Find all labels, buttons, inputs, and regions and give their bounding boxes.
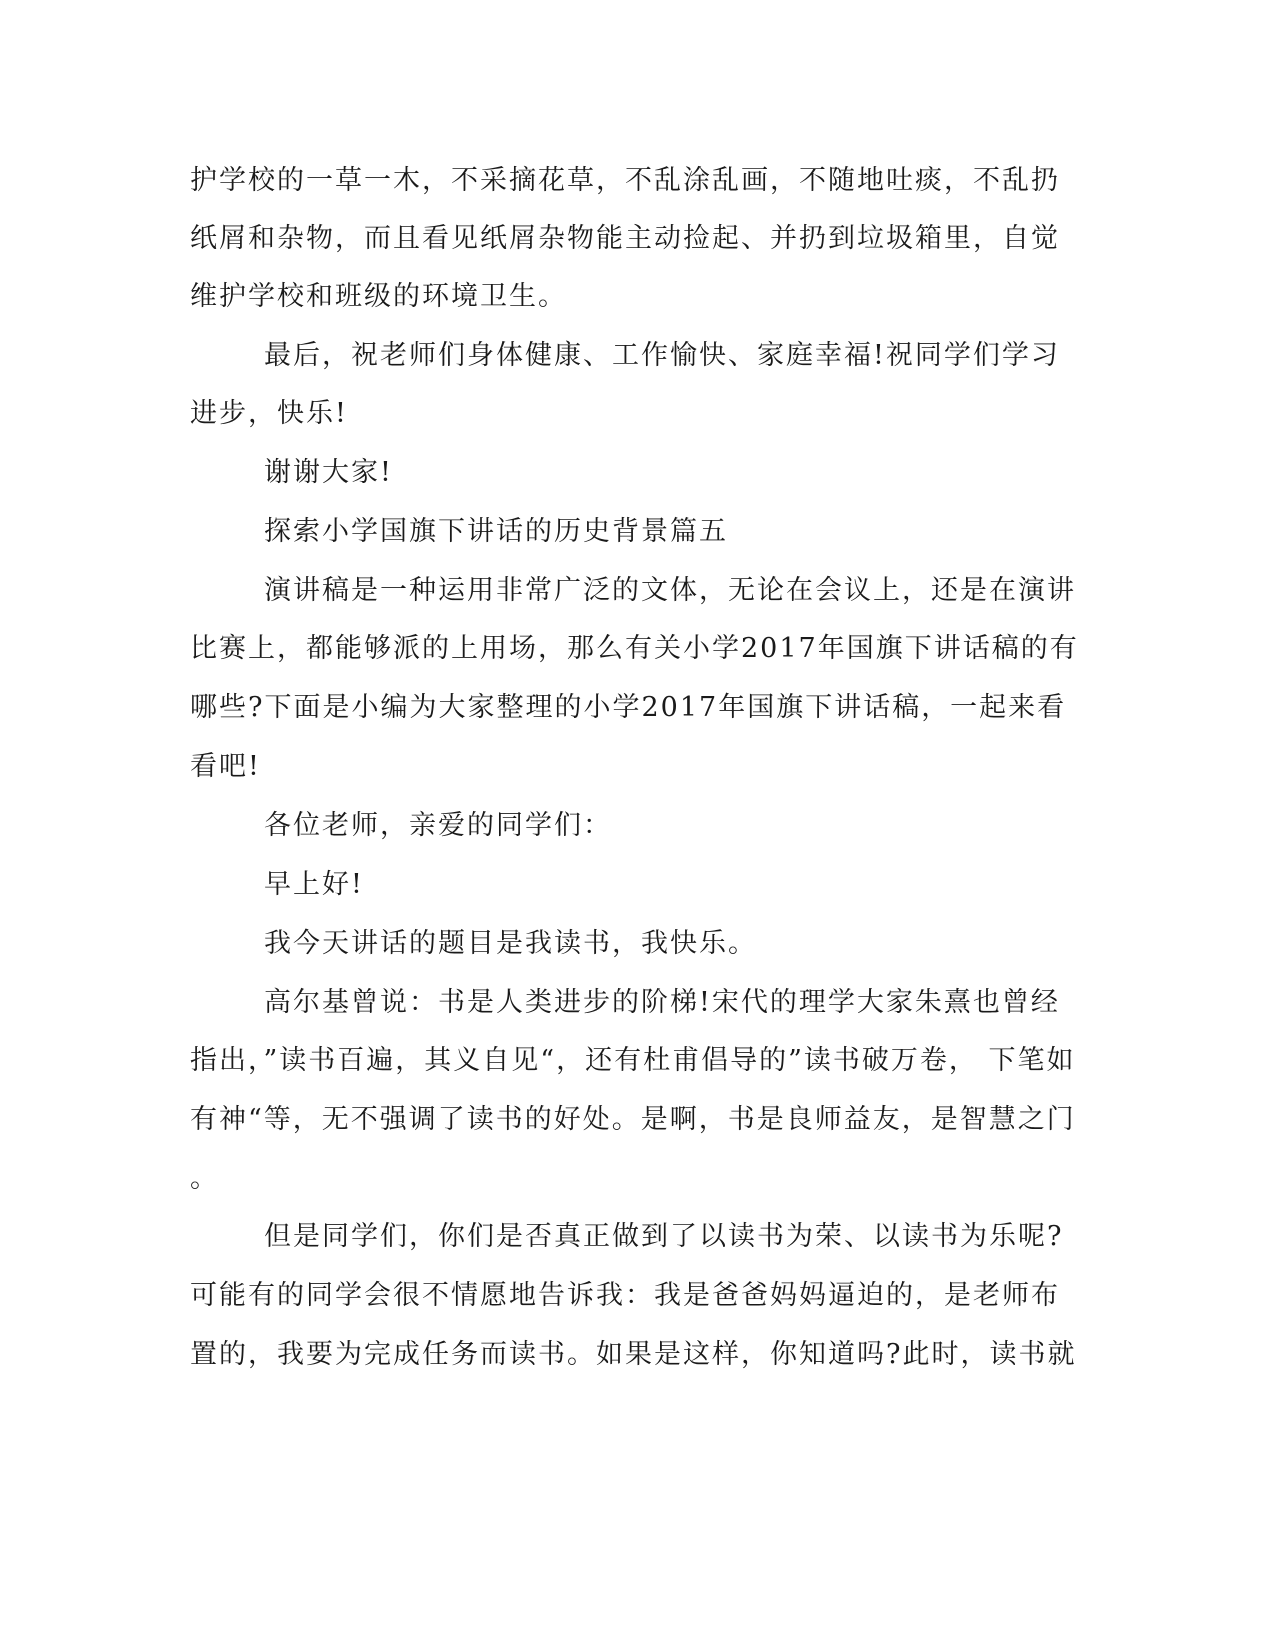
text-line: 但是同学们，你们是否真正做到了以读书为荣、以读书为乐呢? [264,1221,1064,1252]
text-line: 进步，快乐! [190,398,348,429]
text-line: 纸屑和杂物，而且看见纸屑杂物能主动捡起、并扔到垃圾箱里，自觉 [190,223,1060,254]
text-line: 演讲稿是一种运用非常广泛的文体，无论在会议上，还是在演讲 [264,575,1076,606]
text-line: 最后，祝老师们身体健康、工作愉快、家庭幸福!祝同学们学习 [264,340,1060,371]
text-line: 早上好! [264,869,364,900]
text-line: 高尔基曾说：书是人类进步的阶梯!宋代的理学大家朱熹也曾经 [264,987,1060,1018]
text-line: 哪些?下面是小编为大家整理的小学2017年国旗下讲话稿，一起来看 [190,692,1067,723]
section-heading: 探索小学国旗下讲话的历史背景篇五 [264,516,728,547]
text-line: 谢谢大家! [264,457,393,488]
text-line: 护学校的一草一木，不采摘花草，不乱涂乱画，不随地吐痰，不乱扔 [190,165,1060,196]
text-line: 比赛上，都能够派的上用场，那么有关小学2017年国旗下讲话稿的有 [190,633,1079,664]
text-line: 。 [190,1163,219,1194]
text-line: 有神“等，无不强调了读书的好处。是啊，书是良师益友，是智慧之门 [190,1104,1076,1135]
text-line: 可能有的同学会很不情愿地告诉我：我是爸爸妈妈逼迫的，是老师布 [190,1280,1060,1311]
text-line: 置的，我要为完成任务而读书。如果是这样，你知道吗?此时，读书就 [190,1339,1077,1370]
text-line: 看吧! [190,751,261,782]
text-line: 维护学校和班级的环境卫生。 [190,281,567,312]
text-line: 各位老师，亲爱的同学们： [264,810,612,841]
text-line: 指出，”读书百遍，其义自见“，还有杜甫倡导的”读书破万卷， 下笔如 [190,1045,1076,1076]
text-line: 我今天讲话的题目是我读书，我快乐。 [264,928,757,959]
